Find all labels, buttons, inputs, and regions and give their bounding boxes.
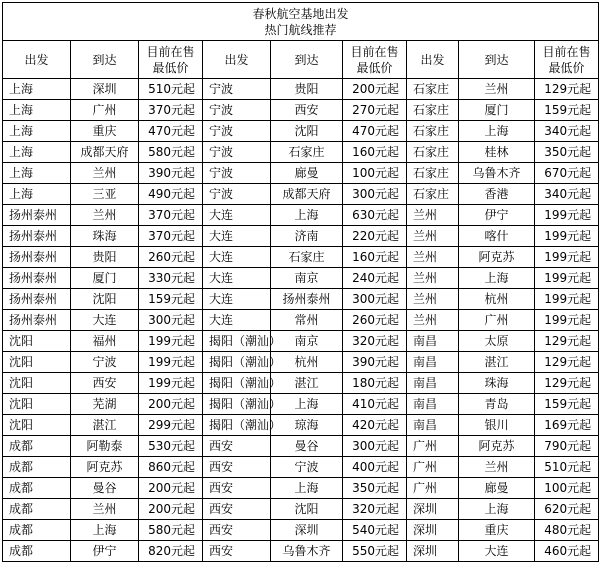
route-origin: 成都 bbox=[3, 457, 71, 478]
route-price: 129元起 bbox=[535, 373, 599, 394]
table-row bbox=[3, 142, 599, 163]
route-destination: 伊宁 bbox=[459, 205, 535, 226]
route-price: 200元起 bbox=[139, 478, 203, 499]
table-row bbox=[3, 520, 599, 541]
route-destination: 太原 bbox=[459, 331, 535, 352]
route-destination: 常州 bbox=[271, 310, 343, 331]
route-origin: 西安 bbox=[203, 478, 271, 499]
route-destination: 杭州 bbox=[271, 352, 343, 373]
route-price: 169元起 bbox=[535, 415, 599, 436]
route-price: 550元起 bbox=[343, 541, 407, 562]
route-destination: 厦门 bbox=[71, 268, 139, 289]
route-destination: 兰州 bbox=[459, 79, 535, 100]
table-row bbox=[3, 247, 599, 268]
header-price-line-2: 最低价 bbox=[356, 60, 393, 75]
route-origin: 兰州 bbox=[407, 247, 459, 268]
route-origin: 大连 bbox=[203, 268, 271, 289]
route-price: 129元起 bbox=[535, 79, 599, 100]
route-origin: 深圳 bbox=[407, 541, 459, 562]
route-price: 129元起 bbox=[535, 331, 599, 352]
route-price: 320元起 bbox=[343, 331, 407, 352]
route-destination: 阿克苏 bbox=[459, 436, 535, 457]
route-origin: 大连 bbox=[203, 247, 271, 268]
route-origin: 揭阳（潮汕） bbox=[203, 415, 271, 436]
route-price: 350元起 bbox=[343, 478, 407, 499]
route-price: 300元起 bbox=[139, 310, 203, 331]
route-price: 160元起 bbox=[343, 247, 407, 268]
route-destination: 济南 bbox=[271, 226, 343, 247]
route-destination: 阿克苏 bbox=[459, 247, 535, 268]
route-price: 299元起 bbox=[139, 415, 203, 436]
header-from: 出发 bbox=[407, 41, 459, 79]
route-price: 420元起 bbox=[343, 415, 407, 436]
header-from: 出发 bbox=[3, 41, 71, 79]
route-origin: 西安 bbox=[203, 520, 271, 541]
route-destination: 西安 bbox=[271, 100, 343, 121]
table-row bbox=[3, 226, 599, 247]
route-origin: 扬州泰州 bbox=[3, 205, 71, 226]
route-destination: 上海 bbox=[459, 121, 535, 142]
route-destination: 石家庄 bbox=[271, 142, 343, 163]
route-origin: 深圳 bbox=[407, 499, 459, 520]
route-price: 200元起 bbox=[139, 499, 203, 520]
route-origin: 宁波 bbox=[203, 121, 271, 142]
route-origin: 大连 bbox=[203, 310, 271, 331]
route-destination: 上海 bbox=[71, 520, 139, 541]
route-price: 330元起 bbox=[139, 268, 203, 289]
route-destination: 阿勒泰 bbox=[71, 436, 139, 457]
route-price: 510元起 bbox=[535, 457, 599, 478]
route-origin: 宁波 bbox=[203, 100, 271, 121]
route-origin: 揭阳（潮汕） bbox=[203, 352, 271, 373]
table-row bbox=[3, 352, 599, 373]
route-price: 340元起 bbox=[535, 184, 599, 205]
route-origin: 揭阳（潮汕） bbox=[203, 394, 271, 415]
route-destination: 深圳 bbox=[71, 79, 139, 100]
table-row bbox=[3, 79, 599, 100]
route-destination: 贵阳 bbox=[271, 79, 343, 100]
route-price: 159元起 bbox=[535, 394, 599, 415]
route-origin: 兰州 bbox=[407, 268, 459, 289]
route-destination: 上海 bbox=[271, 394, 343, 415]
route-destination: 乌鲁木齐 bbox=[271, 541, 343, 562]
route-price: 470元起 bbox=[343, 121, 407, 142]
route-origin: 西安 bbox=[203, 541, 271, 562]
route-price: 199元起 bbox=[535, 289, 599, 310]
route-destination: 曼谷 bbox=[271, 436, 343, 457]
table-row bbox=[3, 289, 599, 310]
route-origin: 南昌 bbox=[407, 331, 459, 352]
header-from: 出发 bbox=[203, 41, 271, 79]
route-origin: 沈阳 bbox=[3, 352, 71, 373]
route-price: 199元起 bbox=[139, 373, 203, 394]
header-to: 到达 bbox=[459, 41, 535, 79]
header-to: 到达 bbox=[71, 41, 139, 79]
route-price: 860元起 bbox=[139, 457, 203, 478]
table-row bbox=[3, 436, 599, 457]
header-to: 到达 bbox=[271, 41, 343, 79]
route-destination: 珠海 bbox=[71, 226, 139, 247]
route-origin: 上海 bbox=[3, 121, 71, 142]
route-origin: 广州 bbox=[407, 436, 459, 457]
route-origin: 石家庄 bbox=[407, 184, 459, 205]
route-origin: 西安 bbox=[203, 457, 271, 478]
route-price: 270元起 bbox=[343, 100, 407, 121]
route-price: 300元起 bbox=[343, 436, 407, 457]
table-row bbox=[3, 478, 599, 499]
route-origin: 沈阳 bbox=[3, 331, 71, 352]
route-price: 620元起 bbox=[535, 499, 599, 520]
route-destination: 杭州 bbox=[459, 289, 535, 310]
route-destination: 上海 bbox=[459, 268, 535, 289]
route-destination: 大连 bbox=[459, 541, 535, 562]
route-price: 390元起 bbox=[343, 352, 407, 373]
route-origin: 西安 bbox=[203, 499, 271, 520]
route-origin: 南昌 bbox=[407, 415, 459, 436]
route-origin: 石家庄 bbox=[407, 142, 459, 163]
header-price bbox=[343, 41, 407, 79]
route-destination: 珠海 bbox=[459, 373, 535, 394]
route-price: 100元起 bbox=[535, 478, 599, 499]
route-destination: 青岛 bbox=[459, 394, 535, 415]
route-destination: 南京 bbox=[271, 331, 343, 352]
route-price: 199元起 bbox=[139, 352, 203, 373]
route-destination: 兰州 bbox=[71, 205, 139, 226]
header-price-line-1: 目前在售 bbox=[350, 44, 399, 59]
route-origin: 沈阳 bbox=[3, 394, 71, 415]
route-origin: 西安 bbox=[203, 436, 271, 457]
route-destination: 曼谷 bbox=[71, 478, 139, 499]
route-origin: 南昌 bbox=[407, 373, 459, 394]
table-row bbox=[3, 373, 599, 394]
route-origin: 沈阳 bbox=[3, 415, 71, 436]
route-price: 320元起 bbox=[343, 499, 407, 520]
table-title-row bbox=[3, 3, 599, 41]
route-destination: 乌鲁木齐 bbox=[459, 163, 535, 184]
table-row bbox=[3, 310, 599, 331]
header-price bbox=[535, 41, 599, 79]
route-origin: 宁波 bbox=[203, 184, 271, 205]
table-row bbox=[3, 163, 599, 184]
route-origin: 石家庄 bbox=[407, 121, 459, 142]
table-row bbox=[3, 541, 599, 562]
route-price: 370元起 bbox=[139, 100, 203, 121]
route-destination: 兰州 bbox=[459, 457, 535, 478]
table-row bbox=[3, 205, 599, 226]
route-origin: 南昌 bbox=[407, 352, 459, 373]
route-origin: 大连 bbox=[203, 289, 271, 310]
route-price: 370元起 bbox=[139, 205, 203, 226]
route-price: 670元起 bbox=[535, 163, 599, 184]
route-destination: 喀什 bbox=[459, 226, 535, 247]
route-price: 370元起 bbox=[139, 226, 203, 247]
route-origin: 深圳 bbox=[407, 520, 459, 541]
route-price: 199元起 bbox=[535, 226, 599, 247]
route-destination: 银川 bbox=[459, 415, 535, 436]
route-destination: 广州 bbox=[459, 310, 535, 331]
route-origin: 沈阳 bbox=[3, 373, 71, 394]
header-price-line-1: 目前在售 bbox=[146, 44, 195, 59]
route-price: 790元起 bbox=[535, 436, 599, 457]
route-destination: 兰州 bbox=[71, 163, 139, 184]
header-price bbox=[139, 41, 203, 79]
route-origin: 揭阳（潮汕） bbox=[203, 373, 271, 394]
route-origin: 上海 bbox=[3, 79, 71, 100]
route-destination: 成都天府 bbox=[271, 184, 343, 205]
route-price: 159元起 bbox=[535, 100, 599, 121]
route-price: 199元起 bbox=[535, 247, 599, 268]
route-origin: 扬州泰州 bbox=[3, 289, 71, 310]
route-destination: 阿克苏 bbox=[71, 457, 139, 478]
route-origin: 揭阳（潮汕） bbox=[203, 331, 271, 352]
header-price-line-2: 最低价 bbox=[152, 60, 189, 75]
route-price: 199元起 bbox=[535, 310, 599, 331]
route-table bbox=[2, 2, 599, 562]
route-destination: 芜湖 bbox=[71, 394, 139, 415]
route-destination: 沈阳 bbox=[271, 121, 343, 142]
table-row bbox=[3, 499, 599, 520]
route-price: 200元起 bbox=[139, 394, 203, 415]
route-destination: 厦门 bbox=[459, 100, 535, 121]
route-origin: 成都 bbox=[3, 436, 71, 457]
route-origin: 扬州泰州 bbox=[3, 268, 71, 289]
route-destination: 石家庄 bbox=[271, 247, 343, 268]
route-destination: 成都天府 bbox=[71, 142, 139, 163]
route-price: 490元起 bbox=[139, 184, 203, 205]
route-origin: 上海 bbox=[3, 100, 71, 121]
route-price: 400元起 bbox=[343, 457, 407, 478]
route-price: 300元起 bbox=[343, 184, 407, 205]
route-destination: 南京 bbox=[271, 268, 343, 289]
route-origin: 上海 bbox=[3, 163, 71, 184]
route-destination: 重庆 bbox=[459, 520, 535, 541]
route-price: 350元起 bbox=[535, 142, 599, 163]
route-price: 200元起 bbox=[343, 79, 407, 100]
route-price: 129元起 bbox=[535, 352, 599, 373]
route-origin: 成都 bbox=[3, 520, 71, 541]
route-origin: 扬州泰州 bbox=[3, 310, 71, 331]
route-destination: 重庆 bbox=[71, 121, 139, 142]
route-destination: 桂林 bbox=[459, 142, 535, 163]
route-origin: 成都 bbox=[3, 499, 71, 520]
route-destination: 贵阳 bbox=[71, 247, 139, 268]
route-origin: 石家庄 bbox=[407, 163, 459, 184]
table-header-row bbox=[3, 41, 599, 79]
route-origin: 广州 bbox=[407, 457, 459, 478]
route-price: 340元起 bbox=[535, 121, 599, 142]
route-origin: 扬州泰州 bbox=[3, 247, 71, 268]
route-price: 820元起 bbox=[139, 541, 203, 562]
route-destination: 湛江 bbox=[71, 415, 139, 436]
route-price: 199元起 bbox=[535, 268, 599, 289]
route-price: 460元起 bbox=[535, 541, 599, 562]
route-price: 510元起 bbox=[139, 79, 203, 100]
route-destination: 上海 bbox=[271, 205, 343, 226]
route-destination: 沈阳 bbox=[71, 289, 139, 310]
table-row bbox=[3, 121, 599, 142]
route-origin: 成都 bbox=[3, 478, 71, 499]
route-origin: 广州 bbox=[407, 478, 459, 499]
route-price: 100元起 bbox=[343, 163, 407, 184]
route-price: 199元起 bbox=[535, 205, 599, 226]
route-destination: 大连 bbox=[71, 310, 139, 331]
route-price: 220元起 bbox=[343, 226, 407, 247]
route-price: 180元起 bbox=[343, 373, 407, 394]
route-destination: 湛江 bbox=[459, 352, 535, 373]
table-row bbox=[3, 394, 599, 415]
route-destination: 琼海 bbox=[271, 415, 343, 436]
header-price-line-1: 目前在售 bbox=[542, 44, 591, 59]
table-row bbox=[3, 100, 599, 121]
table-row bbox=[3, 268, 599, 289]
route-origin: 兰州 bbox=[407, 205, 459, 226]
route-origin: 成都 bbox=[3, 541, 71, 562]
route-price: 580元起 bbox=[139, 142, 203, 163]
route-price: 160元起 bbox=[343, 142, 407, 163]
route-destination: 沈阳 bbox=[271, 499, 343, 520]
route-origin: 上海 bbox=[3, 142, 71, 163]
route-origin: 南昌 bbox=[407, 394, 459, 415]
route-price: 530元起 bbox=[139, 436, 203, 457]
table-row bbox=[3, 457, 599, 478]
route-price: 630元起 bbox=[343, 205, 407, 226]
route-price: 410元起 bbox=[343, 394, 407, 415]
route-origin: 大连 bbox=[203, 205, 271, 226]
route-destination: 宁波 bbox=[71, 352, 139, 373]
route-origin: 扬州泰州 bbox=[3, 226, 71, 247]
route-origin: 兰州 bbox=[407, 226, 459, 247]
route-price: 480元起 bbox=[535, 520, 599, 541]
route-price: 199元起 bbox=[139, 331, 203, 352]
route-origin: 宁波 bbox=[203, 142, 271, 163]
route-destination: 福州 bbox=[71, 331, 139, 352]
table-row bbox=[3, 331, 599, 352]
route-price: 300元起 bbox=[343, 289, 407, 310]
route-price: 260元起 bbox=[343, 310, 407, 331]
route-price: 470元起 bbox=[139, 121, 203, 142]
route-table-container bbox=[2, 2, 598, 564]
route-price: 240元起 bbox=[343, 268, 407, 289]
route-price: 260元起 bbox=[139, 247, 203, 268]
route-destination: 三亚 bbox=[71, 184, 139, 205]
route-origin: 石家庄 bbox=[407, 100, 459, 121]
route-destination: 兰州 bbox=[71, 499, 139, 520]
title-line-2: 热门航线推荐 bbox=[264, 22, 337, 37]
route-destination: 扬州泰州 bbox=[271, 289, 343, 310]
route-destination: 香港 bbox=[459, 184, 535, 205]
route-origin: 上海 bbox=[3, 184, 71, 205]
table-row bbox=[3, 415, 599, 436]
route-destination: 宁波 bbox=[271, 457, 343, 478]
route-price: 390元起 bbox=[139, 163, 203, 184]
route-price: 580元起 bbox=[139, 520, 203, 541]
route-destination: 廊曼 bbox=[459, 478, 535, 499]
route-destination: 上海 bbox=[271, 478, 343, 499]
route-destination: 伊宁 bbox=[71, 541, 139, 562]
route-origin: 宁波 bbox=[203, 79, 271, 100]
route-price: 159元起 bbox=[139, 289, 203, 310]
route-destination: 廊曼 bbox=[271, 163, 343, 184]
route-origin: 大连 bbox=[203, 226, 271, 247]
header-price-line-2: 最低价 bbox=[548, 60, 585, 75]
route-destination: 上海 bbox=[459, 499, 535, 520]
route-origin: 石家庄 bbox=[407, 79, 459, 100]
table-title bbox=[3, 3, 599, 41]
route-destination: 广州 bbox=[71, 100, 139, 121]
route-destination: 深圳 bbox=[271, 520, 343, 541]
route-origin: 兰州 bbox=[407, 289, 459, 310]
route-origin: 兰州 bbox=[407, 310, 459, 331]
route-origin: 宁波 bbox=[203, 163, 271, 184]
title-line-1: 春秋航空基地出发 bbox=[252, 6, 349, 21]
route-destination: 湛江 bbox=[271, 373, 343, 394]
route-price: 540元起 bbox=[343, 520, 407, 541]
table-body bbox=[3, 79, 599, 562]
table-row bbox=[3, 184, 599, 205]
route-destination: 西安 bbox=[71, 373, 139, 394]
